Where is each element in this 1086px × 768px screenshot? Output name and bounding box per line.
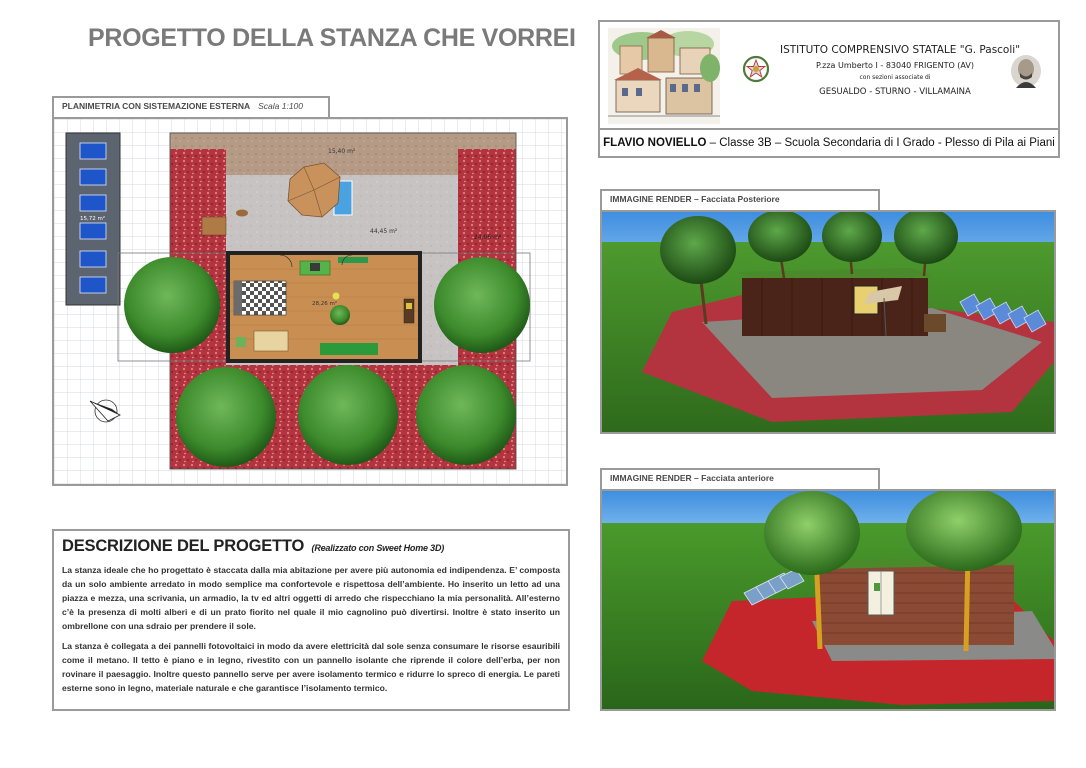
description-title: DESCRIZIONE DEL PROGETTO bbox=[62, 537, 305, 555]
school-address: P.zza Umberto I - 83040 FRIGENTO (AV) bbox=[816, 61, 974, 70]
town-sketch-image bbox=[608, 28, 720, 124]
student-details: – Classe 3B – Scuola Secondaria di I Grado - Plesso di Pila ai Piani bbox=[706, 137, 1055, 149]
floor-plan-panel bbox=[52, 117, 568, 486]
description-heading bbox=[62, 537, 560, 556]
description-paragraph-2: La stanza è collegata a dei pannelli fotovoltaici in modo da avere elettricità dal sole senza consumare le risorse esauribili come il metano. Il tetto è piano e in legno, rivestito con un pannello isolante che riprende il colore dell’erba, per non rovinare il paesaggio. Inoltre questo pannello serve per avere isolamento termico e ridurre lo spreco di energia. Le pareti esterne sono in legno, materiale naturale e che garantisce l’isolamento termico. bbox=[62, 641, 560, 693]
area-label-top: 15,40 m² bbox=[328, 148, 356, 155]
area-label-right: 24,06 m² bbox=[474, 234, 502, 241]
student-name: FLAVIO NOVIELLO bbox=[603, 137, 707, 149]
render-rear-label-view: Facciata Posteriore bbox=[701, 194, 780, 204]
area-label-room: 28,26 m² bbox=[312, 301, 338, 307]
render-front-label bbox=[600, 468, 880, 490]
student-line bbox=[600, 137, 1058, 149]
header-divider bbox=[600, 128, 1058, 130]
school-name: ISTITUTO COMPRENSIVO STATALE "G. Pascoli" bbox=[780, 44, 1021, 56]
pascoli-portrait-image bbox=[1010, 54, 1042, 88]
floor-plan-drawing bbox=[54, 119, 566, 484]
republic-emblem-icon bbox=[742, 54, 770, 84]
description-subtitle: (Realizzato con Sweet Home 3D) bbox=[311, 543, 445, 553]
render-rear-image bbox=[600, 210, 1056, 434]
description-panel bbox=[52, 529, 570, 711]
school-towns: GESUALDO - STURNO - VILLAMAINA bbox=[819, 87, 971, 97]
render-front-label-view: Facciata anteriore bbox=[701, 473, 774, 483]
render-rear-label-prefix: IMMAGINE RENDER – bbox=[610, 194, 702, 204]
render-front-label-prefix: IMMAGINE RENDER – bbox=[610, 473, 702, 483]
school-header bbox=[598, 20, 1060, 158]
render-front-image bbox=[600, 489, 1056, 711]
render-rear-label bbox=[600, 189, 880, 211]
area-label-panels: 15,72 m² bbox=[80, 216, 106, 222]
area-label-patio: 44,45 m² bbox=[370, 228, 398, 235]
school-sections-note: con sezioni associate di bbox=[859, 74, 931, 81]
plan-label bbox=[52, 96, 330, 118]
plan-scale: Scala 1:100 bbox=[258, 101, 304, 111]
plan-label-text: PLANIMETRIA CON SISTEMAZIONE ESTERNA bbox=[62, 101, 251, 111]
description-paragraph-1: La stanza ideale che ho progettato è staccata dalla mia abitazione per avere più autonomia ed indipendenza. E’ composta da un solo ambiente arredato in modo semplice ma confortevole e rispettosa dell’ambiente. Ho inserito un letto ad una piazza e mezza, una scrivania, un armadio, la tv ed altri oggetti di arredo che rispecchiano la mia personalità. All’esterno c’è la presenza di molti alberi e di un prato fiorito nel quale il mio cagnolino può divertirsi. Inoltre è stato inserito un ombrellone con una sdraio per prendere il sole. bbox=[62, 565, 560, 631]
page-title: PROGETTO DELLA STANZA CHE VORREI bbox=[88, 24, 576, 52]
